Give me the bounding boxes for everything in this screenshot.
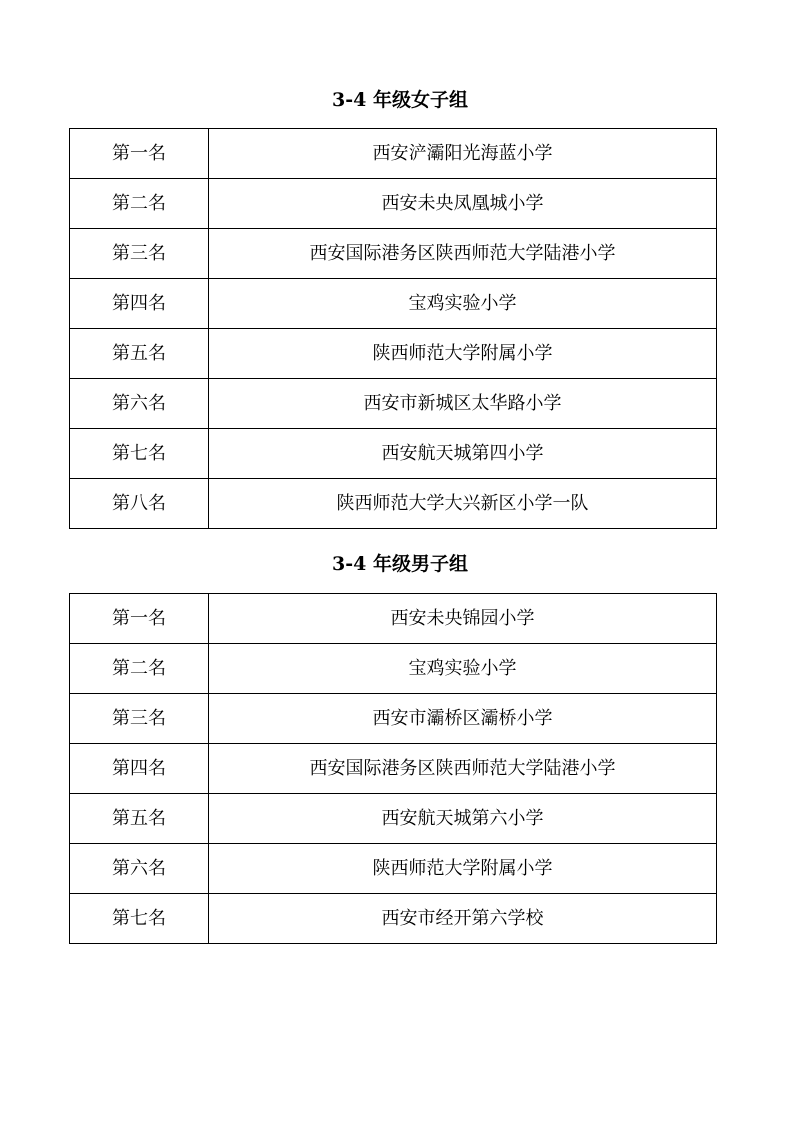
table-row <box>70 229 717 279</box>
school-cell: 西安国际港务区陕西师范大学陆港小学 <box>209 229 717 279</box>
girls-ranking-table <box>69 128 717 529</box>
rank-cell: 第七名 <box>70 894 209 944</box>
rank-cell: 第六名 <box>70 844 209 894</box>
table-row <box>70 329 717 379</box>
table-row <box>70 379 717 429</box>
rank-cell: 第三名 <box>70 229 209 279</box>
school-cell: 西安未央锦园小学 <box>209 594 717 644</box>
school-cell: 宝鸡实验小学 <box>209 644 717 694</box>
table-row <box>70 844 717 894</box>
school-cell: 西安未央凤凰城小学 <box>209 179 717 229</box>
school-cell: 西安航天城第六小学 <box>209 794 717 844</box>
rank-cell: 第四名 <box>70 744 209 794</box>
school-cell: 宝鸡实验小学 <box>209 279 717 329</box>
table-row <box>70 794 717 844</box>
school-cell: 西安市灞桥区灞桥小学 <box>209 694 717 744</box>
rank-cell: 第四名 <box>70 279 209 329</box>
rank-cell: 第六名 <box>70 379 209 429</box>
rank-cell: 第八名 <box>70 479 209 529</box>
table-row <box>70 744 717 794</box>
rank-cell: 第五名 <box>70 794 209 844</box>
boys-ranking-table <box>69 593 717 944</box>
school-cell: 西安市经开第六学校 <box>209 894 717 944</box>
table-row <box>70 129 717 179</box>
table-row <box>70 279 717 329</box>
rank-cell: 第五名 <box>70 329 209 379</box>
school-cell: 陕西师范大学大兴新区小学一队 <box>209 479 717 529</box>
school-cell: 陕西师范大学附属小学 <box>209 329 717 379</box>
table-row <box>70 694 717 744</box>
rank-cell: 第二名 <box>70 644 209 694</box>
rank-cell: 第三名 <box>70 694 209 744</box>
school-cell: 西安市新城区太华路小学 <box>209 379 717 429</box>
table-row <box>70 644 717 694</box>
rank-cell: 第一名 <box>70 594 209 644</box>
table-row <box>70 594 717 644</box>
rank-cell: 第二名 <box>70 179 209 229</box>
school-cell: 陕西师范大学附属小学 <box>209 844 717 894</box>
school-cell: 西安航天城第四小学 <box>209 429 717 479</box>
table-row <box>70 479 717 529</box>
table-row <box>70 894 717 944</box>
section-title-girls: 3-4 年级女子组 <box>332 89 468 111</box>
school-cell: 西安浐灞阳光海蓝小学 <box>209 129 717 179</box>
section-title-boys: 3-4 年级男子组 <box>332 553 468 575</box>
table-row <box>70 179 717 229</box>
table-row <box>70 429 717 479</box>
school-cell: 西安国际港务区陕西师范大学陆港小学 <box>209 744 717 794</box>
rank-cell: 第七名 <box>70 429 209 479</box>
rank-cell: 第一名 <box>70 129 209 179</box>
